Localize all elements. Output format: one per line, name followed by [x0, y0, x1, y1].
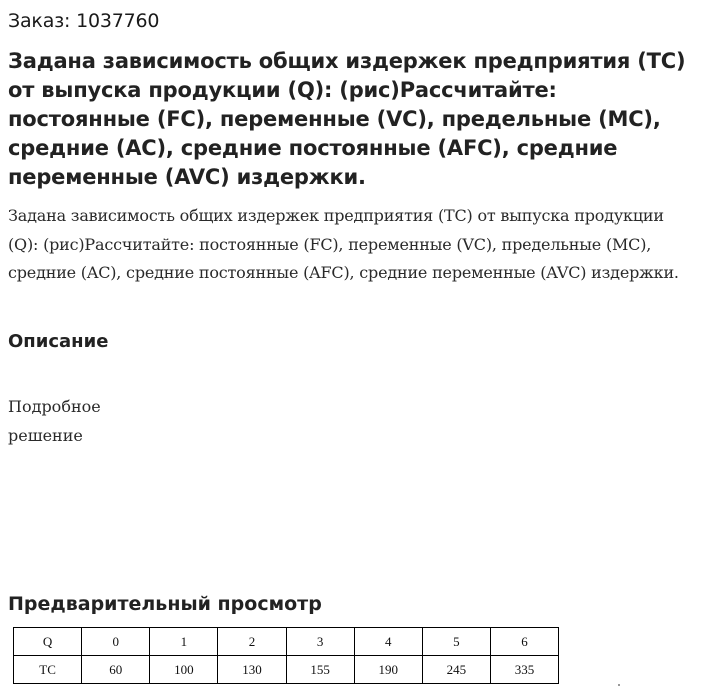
- table-cell: 5: [422, 628, 490, 656]
- cost-table: [13, 627, 559, 684]
- table-cell: 130: [218, 656, 286, 684]
- order-number: Заказ: 1037760: [8, 10, 160, 32]
- table-cell: 3: [286, 628, 354, 656]
- table-cell: TC: [14, 656, 82, 684]
- description-heading: Описание: [8, 331, 109, 352]
- table-cell: 335: [490, 656, 558, 684]
- description-text: Подробное решение: [8, 397, 101, 445]
- scan-speck: [618, 684, 620, 686]
- table-row-tc: [14, 656, 559, 684]
- task-text: Задана зависимость общих издержек предприятия (TC) от выпуска продукции (Q): (рис)Рассчитайте: постоянные (FC), переменные (VC), предельные (MC), средние (AC), средние постоянные (AFC), средние переменные (AVC) издержки.: [8, 206, 679, 282]
- table-cell: 60: [82, 656, 150, 684]
- table-row-q: [14, 628, 559, 656]
- preview-image: [13, 627, 559, 684]
- preview-heading: Предварительный просмотр: [8, 593, 322, 615]
- table-cell: 100: [150, 656, 218, 684]
- table-cell: 190: [354, 656, 422, 684]
- table-cell: 6: [490, 628, 558, 656]
- table-cell: 4: [354, 628, 422, 656]
- table-cell: 0: [82, 628, 150, 656]
- table-cell: 1: [150, 628, 218, 656]
- table-cell: Q: [14, 628, 82, 656]
- table-cell: 245: [422, 656, 490, 684]
- page-title: Задана зависимость общих издержек предприятия (TC) от выпуска продукции (Q): (рис)Рассчитайте: постоянные (FC), переменные (VC), предельные (MC), средние (AC), средние постоянные (AFC), средние переменные (AVC) издержки.: [8, 49, 686, 189]
- table-cell: 2: [218, 628, 286, 656]
- table-cell: 155: [286, 656, 354, 684]
